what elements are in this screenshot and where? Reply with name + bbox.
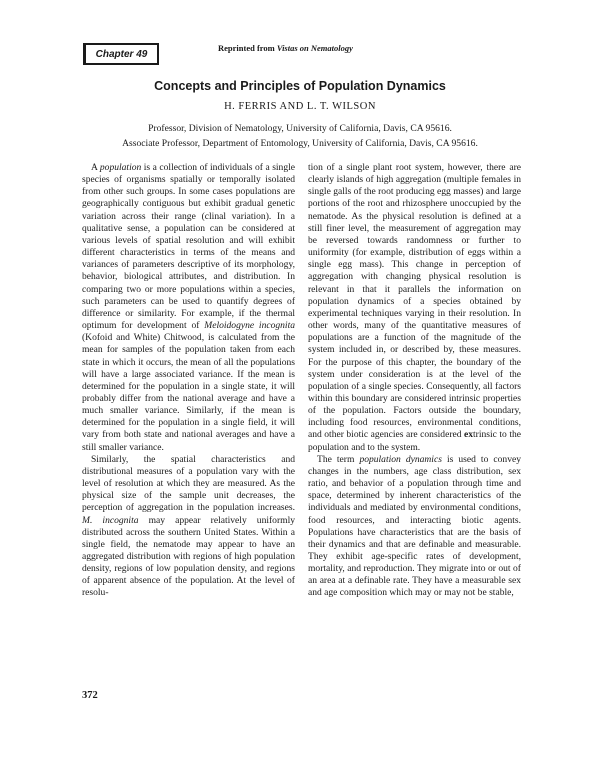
body-text: tion of a single plant root system, however, there are clearly islands of high aggregation (multiple females in single galls of the root producing egg masses) and large portions of the root and rhizosphere unoccupied by the nematode. As the physical resolution is defined at a still finer level, the measurement of aggregation may be reversed towards randomness or further to uniformity (for example, distribution of eggs within a single egg mass). This change in perception of aggregation with changing physical resolution is relevant in that it parallels the information on population dynamics of a species obtained by experimental techniques varying in their resolution. In other words, many of the quantitative measures of populations are a function of the magnitude of the system included in, or described by, these measures. For the purpose of this chapter, the boundary of the system under consideration is at the level of the population of a single species. Consequently, all factors within this boundary are considered intrinsic properties of the population. Factors outside the boundary, including food resources, environmental conditions, and other biotic agencies are considered bbox=[308, 162, 521, 441]
left-column bbox=[82, 162, 295, 600]
species-name: Meloidogyne incognita bbox=[204, 320, 295, 332]
term-population: population bbox=[99, 162, 142, 173]
body-text: is used to convey changes in the numbers, age class distribution, sex ratio, and behavior of a population through time and space, determined by inherent characteristics of the individuals and mediated by environmental conditions, food resources, and interacting biotic agents. Populations have characteristics that are the basis of their dynamics and that are definable and measurable. They exhibit age-specific rates of development, mortality, and reproduction. They migrate into or out of an area at a definable rate. They have a measurable sex and age composition which may or may not be stable, bbox=[308, 453, 521, 599]
right-column bbox=[308, 162, 521, 600]
term-population-dynamics: population dynamics bbox=[359, 453, 442, 465]
affiliation-2: Associate Professor, Department of Entomology, University of California, Davis, CA 95616. bbox=[122, 138, 478, 149]
chapter-label-text: Chapter 49 bbox=[95, 48, 148, 60]
reprint-notice bbox=[218, 43, 353, 53]
lead-text: A bbox=[91, 162, 100, 173]
page-number: 372 bbox=[82, 690, 98, 701]
body-text: (Kofoid and White) Chitwood, is calculated from the mean for samples of the population taken from each state in which it occurs, the mean of all the populations will have a large associated variance. If the mean is determined for the population in a single state, it will probably differ from the national average and have a much smaller variance. Similarly, if the mean is determined for the population in a single field, it will vary from both state and national averages and have a still smaller variance. bbox=[82, 332, 295, 453]
article-authors: H. FERRIS AND L. T. WILSON bbox=[224, 101, 376, 112]
paragraph bbox=[82, 162, 295, 454]
article-title: Concepts and Principles of Population Dynamics bbox=[154, 79, 446, 93]
species-name: M. incognita bbox=[82, 514, 139, 526]
paragraph bbox=[308, 454, 521, 600]
chapter-label bbox=[83, 43, 159, 65]
paragraph bbox=[308, 162, 521, 454]
body-text: may appear relatively uniformly distributed across the southern United States. Within a single field, the nematode may appear to have an aggregated distribution with regions of high population density, regions of low population density, and regions of apparent absence of the population. At the level of resolu- bbox=[82, 514, 295, 599]
reprint-prefix: Reprinted from bbox=[218, 43, 277, 53]
body-text: is a collection of individuals of a single species of organisms spatially or temporally isolated from other such groups. In some cases populations are geographically contiguous but exhibit gradual genetic variation across their range (clinal variation). In a qualitative sense, a population can be considered at various levels of spatial resolution and will exhibit different characteristics in terms of the means and variances of parameters descriptive of its morphology, behavior, biological attributes, and distribution. In comparing two or more populations within a species, such parameters can be used to quantify degrees of difference or similarity. For example, if the thermal optimum for development of bbox=[82, 162, 295, 332]
emphasis-ex: ex bbox=[464, 429, 474, 441]
body-text: trinsic to the population and to the system. bbox=[308, 429, 521, 453]
affiliation-1: Professor, Division of Nematology, University of California, Davis, CA 95616. bbox=[148, 123, 452, 134]
paragraph bbox=[82, 454, 295, 600]
lead-text: The term bbox=[317, 453, 360, 465]
body-text: Similarly, the spatial characteristics and distributional measures of a population vary with the level of resolution at which they are measured. As the physical size of the sample unit decreases, the perception of aggregation in the population increases. bbox=[82, 453, 295, 514]
reprint-source: Vistas on Nematology bbox=[276, 43, 353, 53]
